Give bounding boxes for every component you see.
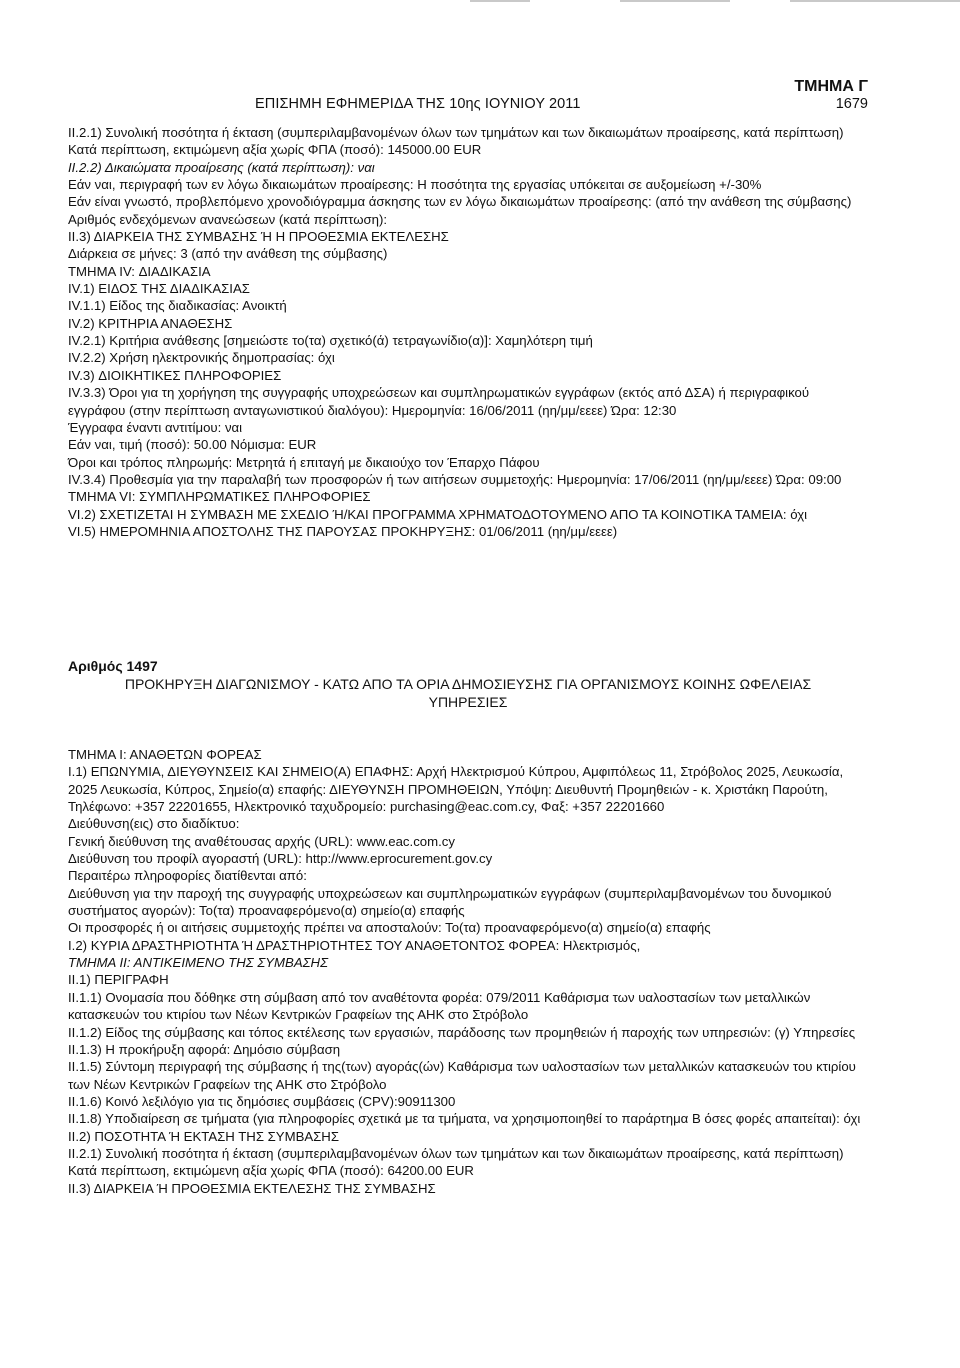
notice-number: Αριθμός 1497 [68, 658, 158, 674]
text-line: Ι.2) ΚΥΡΙΑ ΔΡΑΣΤΗΡΙΟΤΗΤΑ Ή ΔΡΑΣΤΗΡΙΟΤΗΤΕΣ ΤΟΥ ΑΝΑΘΕΤΟΝΤΟΣ ΦΟΡΕΑ: Ηλεκτρισμός, [68, 937, 641, 953]
text-line: ΙΙ.2.1) Συνολική ποσότητα ή έκταση (συμπεριλαμβανομένων όλων των τμημάτων και των δικαιωμάτων προαίρεσης, κατά περίπτωση) [68, 1145, 844, 1161]
text-line: ΙΙ.3) ΔΙΑΡΚΕΙΑ ΤΗΣ ΣΥΜΒΑΣΗΣ Ή Η ΠΡΟΘΕΣΜΙΑ ΕΚΤΕΛΕΣΗΣ [68, 229, 449, 245]
text-line: ΙΙ.1.3) Η προκήρυξη αφορά: Δημόσιο σύμβαση [68, 1041, 341, 1057]
text-line: Γενική διεύθυνση της αναθέτουσας αρχής (URL): www.eac.com.cy [68, 833, 455, 849]
text-line: ΤΜΗΜΑ IV: ΔΙΑΔΙΚΑΣΙΑ [68, 263, 211, 279]
text-line: ΙΙ.2.2) Δικαιώματα προαίρεσης (κατά περίπτωση): ναι [68, 159, 375, 175]
text-line: IV.1.1) Είδος της διαδικασίας: Ανοικτή [68, 298, 287, 314]
text-line: ΙΙ.1.5) Σύντομη περιγραφή της σύμβασης ή της(των) αγοράς(ών) Καθάρισμα των υαλοστασίων των μεταλλικών κατασκευών του κτιρίου των Νέων Κεντρικών Γραφείων της ΑΗΚ στο Στρόβολο [68, 1059, 856, 1092]
text-line: Αριθμός ενδεχόμενων ανανεώσεων (κατά περίπτωση): [68, 211, 388, 227]
text-line: Ι.1) ΕΠΩΝΥΜΙΑ, ΔΙΕΥΘΥΝΣΕΙΣ ΚΑΙ ΣΗΜΕΙΟ(Α) ΕΠΑΦΗΣ: Αρχή Ηλεκτρισμού Κύπρου, Αμφιπόλεως 11, Στρόβολος 2025, Λευκωσία, 2025 Λευκωσία, Κύπρος, Σημείο(α) επαφής: ΔΙΕΥΘΥΝΣΗ ΠΡΟΜΗΘΕΙΩΝ, Υπόψη: Διευθυντή Προμηθειών - κ. Χριστάκη Παρούτη, Τηλέφωνο: +357 22201655, Ηλεκτρονικό ταχυδρομείο: purchasing@eac.com.cy, Φαξ: +357 22201660 [68, 764, 844, 815]
section-label: ΤΜΗΜΑ Γ [794, 78, 868, 95]
text-line: Εάν ναι, περιγραφή των εν λόγω δικαιωμάτων προαίρεσης: Η ποσότητα της εργασίας υπόκειται σε αυξομείωση +/-30% [68, 177, 762, 193]
text-line: ΙΙ.1.6) Κοινό λεξιλόγιο για τις δημόσιες συμβάσεις (CPV):90911300 [68, 1093, 456, 1109]
scan-artifact [790, 0, 960, 2]
notice-title-line: ΠΡΟΚΗΡΥΞΗ ΔΙΑΓΩΝΙΣΜΟΥ - ΚΑΤΩ ΑΠΟ ΤΑ ΟΡΙΑ ΔΗΜΟΣΙΕΥΣΗΣ ΓΙΑ ΟΡΓΑΝΙΣΜΟΥΣ ΚΟΙΝΗΣ ΩΦΕΛΕΙΑΣ [124, 676, 812, 692]
scan-artifact [470, 0, 530, 2]
text-line: ΙΙ.1.2) Είδος της σύμβασης και τόπος εκτέλεσης των εργασιών, παράδοσης των προμηθειών ή παροχής των υπηρεσιών: (γ) Υπηρεσίες [68, 1024, 856, 1040]
text-line: ΤΜΗΜΑ VI: ΣΥΜΠΛΗΡΩΜΑΤΙΚΕΣ ΠΛΗΡΟΦΟΡΙΕΣ [68, 489, 371, 505]
text-line: IV.3.3) Όροι για τη χορήγηση της συγγραφής υποχρεώσεων και συμπληρωματικών εγγράφων (εκτός από ΔΣΑ) ή περιγραφικού εγγράφου (στην περίπτωση ανταγωνιστικού διαλόγου): Ημερομηνία: 16/06/2011 (ηη/μμ/εεεε) Ώρα: 12:30 [68, 385, 810, 418]
top-text-block [68, 124, 868, 540]
text-line: VI.5) ΗΜΕΡΟΜΗΝΙΑ ΑΠΟΣΤΟΛΗΣ ΤΗΣ ΠΑΡΟΥΣΑΣ ΠΡΟΚΗΡΥΞΗΣ: 01/06/2011 (ηη/μμ/εεεε) [68, 523, 618, 539]
text-line: Έγγραφα έναντι αντιτίμου: ναι [68, 419, 243, 435]
text-line: Κατά περίπτωση, εκτιμώμενη αξία χωρίς ΦΠΑ (ποσό): 64200.00 EUR [68, 1163, 474, 1179]
text-line: IV.3) ΔΙΟΙΚΗΤΙΚΕΣ ΠΛΗΡΟΦΟΡΙΕΣ [68, 367, 282, 383]
text-line: IV.2.1) Κριτήρια ανάθεσης [σημειώστε το(τα) σχετικό(ά) τετραγωνίδιο(α)]: Χαμηλότερη τιμή [68, 333, 593, 349]
text-line: ΤΜΗΜΑ ΙΙ: ΑΝΤΙΚΕΙΜΕΝΟ ΤΗΣ ΣΥΜΒΑΣΗΣ [68, 955, 328, 971]
gazette-title: ΕΠΙΣΗΜΗ ΕΦΗΜΕΡΙΔΑ ΤΗΣ 10ης ΙΟΥΝΙΟΥ 2011 [255, 96, 581, 112]
scan-artifact [620, 0, 730, 2]
text-line: Εάν ναι, τιμή (ποσό): 50.00 Νόμισμα: EUR [68, 437, 317, 453]
text-line: Εάν είναι γνωστό, προβλεπόμενο χρονοδιόγραμμα άσκησης των εν λόγω δικαιωμάτων προαίρεσης: (από την ανάθεση της σύμβασης) [68, 194, 852, 210]
bottom-text-block [68, 746, 868, 1197]
text-line: Διάρκεια σε μήνες: 3 (από την ανάθεση της σύμβασης) [68, 246, 388, 262]
notice-title [68, 675, 868, 711]
text-line: Διεύθυνση(εις) στο διαδίκτυο: [68, 816, 240, 832]
text-line: ΙΙ.3) ΔΙΑΡΚΕΙΑ Ή ΠΡΟΘΕΣΜΙΑ ΕΚΤΕΛΕΣΗΣ ΤΗΣ ΣΥΜΒΑΣΗΣ [68, 1180, 436, 1196]
text-line: IV.2.2) Χρήση ηλεκτρονικής δημοπρασίας: όχι [68, 350, 335, 366]
text-line: Οι προσφορές ή οι αιτήσεις συμμετοχής πρέπει να αποσταλούν: Το(τα) προαναφερόμενο(α) σημείο(α) επαφής [68, 920, 711, 936]
text-line: VI.2) ΣΧΕΤΙΖΕΤΑΙ Η ΣΥΜΒΑΣΗ ΜΕ ΣΧΕΔΙΟ Ή/ΚΑΙ ΠΡΟΓΡΑΜΜΑ ΧΡΗΜΑΤΟΔΟΤΟΥΜΕΝΟ ΑΠΟ ΤΑ ΚΟΙΝΟΤΙΚΑ ΤΑΜΕΙΑ: όχι [68, 506, 808, 522]
text-line: IV.2) ΚΡΙΤΗΡΙΑ ΑΝΑΘΕΣΗΣ [68, 315, 233, 331]
text-line: Διεύθυνση του προφίλ αγοραστή (URL): http://www.eprocurement.gov.cy [68, 851, 493, 867]
notice-title-line: ΥΠΗΡΕΣΙΕΣ [428, 694, 508, 710]
page-number: 1679 [835, 96, 868, 112]
text-line: Όροι και τρόπος πληρωμής: Μετρητά ή επιταγή με δικαιούχο τον Έπαρχο Πάφου [68, 454, 540, 470]
text-line: ΙΙ.1.1) Ονομασία που δόθηκε στη σύμβαση από τον αναθέτοντα φορέα: 079/2011 Καθάρισμα των υαλοστασίων των μεταλλικών κατασκευών του κτιρίου των Νέων Κεντρικών Γραφείων της ΑΗΚ στο Στρόβολο [68, 989, 811, 1023]
text-line: ΙΙ.2) ΠΟΣΟΤΗΤΑ Ή ΕΚΤΑΣΗ ΤΗΣ ΣΥΜΒΑΣΗΣ [68, 1128, 339, 1144]
text-line: IV.1) ΕΙΔΟΣ ΤΗΣ ΔΙΑΔΙΚΑΣΙΑΣ [68, 281, 250, 297]
text-line: Διεύθυνση για την παροχή της συγγραφής υποχρεώσεων και συμπληρωματικών εγγράφων (συμπεριλαμβανομένων του δυνομικού συστήματος αγορών): Το(τα) προαναφερόμενο(α) σημείο(α) επαφής [68, 885, 832, 919]
text-line: ΙΙ.1) ΠΕΡΙΓΡΑΦΗ [68, 972, 169, 988]
text-line: Περαιτέρω πληροφορίες διατίθενται από: [68, 868, 307, 884]
text-line: Κατά περίπτωση, εκτιμώμενη αξία χωρίς ΦΠΑ (ποσό): 145000.00 EUR [68, 142, 482, 158]
text-line: ΙΙ.1.8) Υποδιαίρεση σε τμήματα (για πληροφορίες σχετικά με τα τμήματα, να χρησιμοποιηθεί το παράρτημα Β όσες φορές απαιτείται): όχι [68, 1111, 861, 1127]
text-line: IV.3.4) Προθεσμία για την παραλαβή των προσφορών ή των αιτήσεων συμμετοχής: Ημερομηνία: 17/06/2011 (ηη/μμ/εεεε) Ώρα: 09:00 [68, 471, 842, 487]
text-line: ΤΜΗΜΑ Ι: ΑΝΑΘΕΤΩΝ ΦΟΡΕΑΣ [68, 747, 262, 762]
text-line: ΙΙ.2.1) Συνολική ποσότητα ή έκταση (συμπεριλαμβανομένων όλων των τμημάτων και των δικαιωμάτων προαίρεσης, κατά περίπτωση) [68, 125, 844, 140]
